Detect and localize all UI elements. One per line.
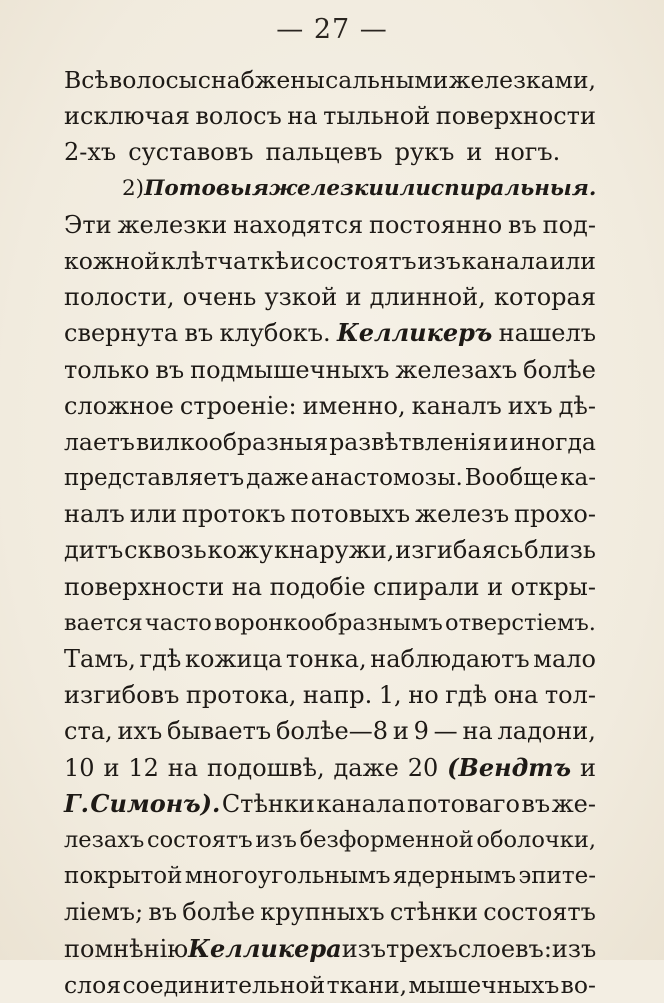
word: крупныхъ xyxy=(260,898,385,927)
word: изгибаясь xyxy=(395,536,524,565)
text-line xyxy=(64,171,596,207)
text-line xyxy=(64,496,596,532)
word: близь xyxy=(524,536,596,565)
word: железками, xyxy=(448,66,596,94)
word: прохо- xyxy=(514,500,596,529)
word: ладони, xyxy=(497,717,596,746)
word: спирали xyxy=(373,572,480,601)
word: стѣнки xyxy=(389,898,479,927)
word: 10 xyxy=(64,753,95,782)
word: сквозь xyxy=(124,536,207,565)
word: въ xyxy=(155,355,185,384)
word: представляетъ xyxy=(64,465,245,492)
text-line xyxy=(64,134,596,170)
word: исключая xyxy=(64,102,190,131)
word: дѣ- xyxy=(558,391,596,420)
word: напр. xyxy=(302,681,373,710)
text-line xyxy=(64,279,596,315)
word: и xyxy=(492,427,509,456)
word: находятся xyxy=(233,210,364,239)
word: мало xyxy=(533,645,596,673)
word: мнѣнію xyxy=(94,934,189,963)
word: лезахъ xyxy=(64,826,145,853)
word: въ xyxy=(521,789,551,818)
word: болѣе xyxy=(182,898,256,927)
word: кожу xyxy=(207,536,274,565)
word: суставовъ xyxy=(128,138,254,167)
word: покрытой xyxy=(64,863,183,890)
word: но xyxy=(408,681,439,710)
word: изгибовъ xyxy=(64,681,180,710)
word: или xyxy=(549,246,596,275)
word: которая xyxy=(494,283,596,312)
text-line xyxy=(64,460,596,496)
italic-word: спиральныя. xyxy=(431,175,597,201)
text-line xyxy=(64,822,596,858)
word: иногда xyxy=(509,427,596,456)
word: отверстіемъ. xyxy=(445,609,596,636)
word: Всѣ xyxy=(64,66,109,94)
word: и xyxy=(345,283,362,312)
word: и xyxy=(466,138,483,167)
word: Стѣнки xyxy=(221,789,315,818)
text-line xyxy=(64,786,596,822)
word: вилкообразныя xyxy=(136,427,329,456)
word: тонка, xyxy=(285,645,367,673)
word: соединительной xyxy=(122,970,326,999)
italic-word: или xyxy=(384,175,432,201)
word: очень xyxy=(182,283,257,312)
word: протока, xyxy=(185,681,297,710)
text-line xyxy=(64,98,596,134)
word: полости, xyxy=(64,283,175,312)
word: потовыхъ xyxy=(290,500,411,529)
word: воронкообразнымъ xyxy=(214,609,443,636)
word: гдѣ xyxy=(445,681,488,710)
word: узкой xyxy=(264,283,338,312)
word: бываетъ xyxy=(167,717,272,746)
word: эпите- xyxy=(518,863,596,890)
page-number: — 27 — xyxy=(276,14,388,45)
body-text xyxy=(64,62,596,1003)
word: постоянно xyxy=(368,210,503,239)
word: волосы xyxy=(109,66,198,94)
word: 2) xyxy=(122,175,145,201)
word: ногъ. xyxy=(494,138,561,167)
word: ихъ xyxy=(117,717,163,746)
word: ліемъ; xyxy=(64,898,144,927)
word: даже xyxy=(333,753,399,782)
word: въ xyxy=(508,210,537,239)
italic-word: (Вендтъ xyxy=(447,752,572,782)
word: подмышечныхъ xyxy=(190,355,390,384)
text-line xyxy=(64,62,596,98)
word: слоевъ: xyxy=(457,934,552,963)
italic-word: Г. xyxy=(64,788,89,818)
word: под- xyxy=(542,210,596,239)
word: состоятъ xyxy=(483,898,596,927)
word: 1, xyxy=(378,681,402,710)
word: поверхности xyxy=(435,102,596,131)
text-line xyxy=(64,532,596,568)
text-line xyxy=(64,352,596,388)
word: трехъ xyxy=(386,934,458,963)
word: оболочки, xyxy=(476,826,596,853)
word: клубокъ. xyxy=(219,319,331,348)
word: ядернымъ xyxy=(392,863,516,890)
word: въ xyxy=(184,319,214,348)
word: кожица xyxy=(185,645,283,673)
text-line xyxy=(64,243,596,279)
word: потоваго xyxy=(406,789,520,818)
word: кнаружи, xyxy=(273,536,395,565)
italic-word: Симонъ). xyxy=(90,788,221,818)
word: именно, xyxy=(302,391,406,420)
word: пальцевъ xyxy=(265,138,383,167)
word: или xyxy=(129,500,177,529)
word: сложное xyxy=(64,391,174,420)
word: по xyxy=(64,934,95,963)
word: на xyxy=(167,753,199,782)
text-line xyxy=(64,677,596,713)
word: кожной xyxy=(64,246,160,275)
word: налъ xyxy=(64,500,125,529)
word: откры- xyxy=(510,572,596,601)
word: Эти xyxy=(64,210,112,239)
word: она xyxy=(493,681,539,710)
word: канала xyxy=(461,246,549,275)
word: многоугольнымъ xyxy=(184,863,391,890)
word: тыльной xyxy=(323,102,431,131)
word: ихъ xyxy=(507,391,553,420)
word: подошвѣ, xyxy=(206,753,325,782)
italic-word: железки xyxy=(268,175,385,201)
text-line xyxy=(64,750,596,786)
word: ткани, xyxy=(326,970,408,999)
italic-word: Келликера xyxy=(188,933,342,963)
italic-word: Потовыя xyxy=(144,175,269,201)
text-line xyxy=(64,641,596,677)
word: въ xyxy=(148,898,178,927)
word: ка- xyxy=(560,465,596,492)
word: изъ xyxy=(551,934,597,963)
text-line xyxy=(64,315,596,351)
word: нашелъ xyxy=(498,319,596,348)
word: болѣе xyxy=(523,355,596,384)
word: снабжены xyxy=(197,66,325,94)
word: 20 xyxy=(407,753,439,782)
word: каналъ xyxy=(411,391,502,420)
word: железки xyxy=(117,210,228,239)
word: мышечныхъ xyxy=(408,970,560,999)
word: канала xyxy=(316,789,406,818)
word: лаетъ xyxy=(64,427,135,456)
word: на xyxy=(287,102,318,131)
text-line xyxy=(64,605,596,641)
text-line xyxy=(64,424,596,460)
word: изъ xyxy=(341,934,387,963)
word: длинной, xyxy=(369,283,486,312)
word: и xyxy=(103,753,120,782)
word: развѣтвленія xyxy=(329,427,492,456)
word: болѣе—8 xyxy=(275,717,389,746)
word: железахъ xyxy=(395,355,518,384)
word: и xyxy=(289,246,306,275)
word: и xyxy=(392,717,409,746)
word: рукъ xyxy=(394,138,455,167)
word: 9 xyxy=(413,717,429,746)
word: наблюдаютъ xyxy=(370,645,530,673)
word: и xyxy=(580,753,596,782)
word: строеніе: xyxy=(179,391,297,420)
word: состоятъ xyxy=(306,246,417,275)
word: ста, xyxy=(64,717,113,746)
word: поверхности xyxy=(64,572,225,601)
word: Тамъ, xyxy=(64,645,136,673)
word: свернута xyxy=(64,319,179,348)
text-line xyxy=(64,569,596,605)
word: безформенной xyxy=(299,826,474,853)
text-line xyxy=(64,967,596,1003)
word: вается xyxy=(64,609,143,636)
word: Вообще xyxy=(464,465,559,492)
word: сальными xyxy=(325,66,449,94)
word: анастомозы. xyxy=(310,465,463,492)
word: на xyxy=(462,717,493,746)
word: состоятъ xyxy=(147,826,253,853)
word: даже xyxy=(246,465,309,492)
word: тол- xyxy=(544,681,596,710)
word: железъ xyxy=(415,500,510,529)
word: — xyxy=(433,717,458,746)
word: во- xyxy=(560,970,596,999)
word: подобіе xyxy=(269,572,366,601)
word: протокъ xyxy=(181,500,286,529)
word: только xyxy=(64,355,150,384)
word: часто xyxy=(144,609,212,636)
word: на xyxy=(231,572,263,601)
word: дитъ xyxy=(64,536,124,565)
text-line xyxy=(64,931,596,967)
text-line xyxy=(64,207,596,243)
italic-word: Келликеръ xyxy=(336,318,493,348)
text-line xyxy=(64,858,596,894)
word: гдѣ xyxy=(139,645,182,673)
word: 2-хъ xyxy=(64,138,117,167)
word: слоя xyxy=(64,970,122,999)
word: волосъ xyxy=(195,102,282,131)
word: 12 xyxy=(128,753,159,782)
text-line xyxy=(64,713,596,749)
text-line xyxy=(64,894,596,930)
word: клѣтчаткѣ xyxy=(160,246,289,275)
word: же- xyxy=(551,789,596,818)
text-line xyxy=(64,388,596,424)
word: изъ xyxy=(255,826,297,853)
word: изъ xyxy=(417,246,461,275)
word: и xyxy=(487,572,504,601)
